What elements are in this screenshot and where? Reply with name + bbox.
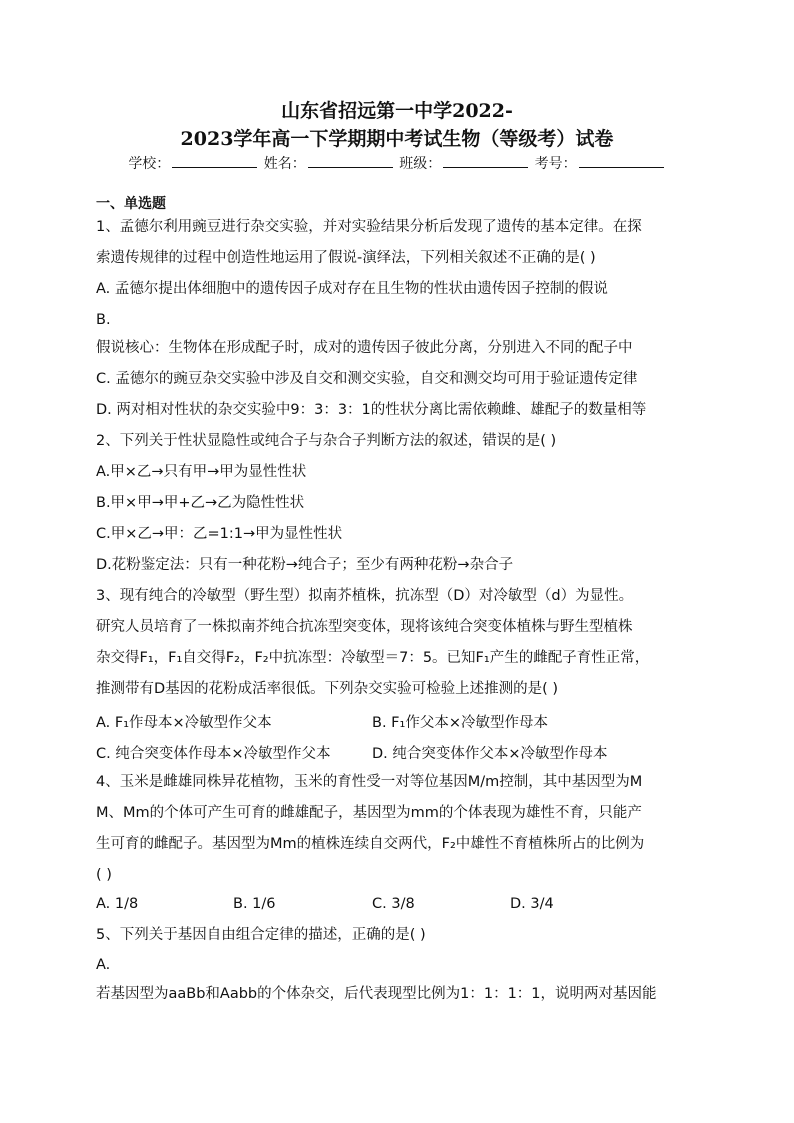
q3-option-b: B. F₁作父本×冷敏型作母本 (372, 715, 548, 731)
student-info-row (0, 153, 794, 173)
q3-stem-line4: 推测带有D基因的花粉成活率很低。下列杂交实验可检验上述推测的是( ) (96, 681, 559, 697)
q5-option-a: 若基因型为aaBb和Aabb的个体杂交，后代表现型比例为1：1：1：1，说明两对基因能 (96, 986, 657, 1002)
q4-option-b: B. 1/6 (233, 896, 276, 912)
class-field[interactable] (443, 155, 528, 168)
q3-option-d: D. 纯合突变体作父本×冷敏型作母本 (372, 746, 608, 762)
q1-option-a: A. 孟德尔提出体细胞中的遗传因子成对存在且生物的性状由遗传因子控制的假说 (96, 281, 608, 297)
name-label: 姓名： (263, 156, 306, 172)
q3-option-a: A. F₁作母本×冷敏型作父本 (96, 715, 272, 731)
school-field[interactable] (172, 155, 257, 168)
school-label: 学校： (128, 156, 171, 172)
exam-title-line2: 2023学年高一下学期期中考试生物（等级考）试卷 (180, 128, 614, 150)
q1-option-d: D. 两对相对性状的杂交实验中9：3：3：1的性状分离比需依赖雌、雄配子的数量相等 (96, 402, 647, 418)
q4-option-c: C. 3/8 (372, 896, 415, 912)
q1-option-b-letter: B. (96, 312, 111, 328)
section-title: 一、单选题 (96, 196, 166, 212)
q4-option-a: A. 1/8 (96, 896, 139, 912)
exam-title-line1: 山东省招远第一中学2022- (281, 100, 513, 122)
q3-stem-line1: 3、现有纯合的冷敏型（野生型）拟南芥植株，抗冻型（D）对冷敏型（d）为显性。 (96, 588, 634, 604)
q2-stem: 2、下列关于性状显隐性或纯合子与杂合子判断方法的叙述，错误的是( ) (96, 433, 557, 449)
q3-stem-line3: 杂交得F₁，F₁自交得F₂，F₂中抗冻型：冷敏型＝7：5。已知F₁产生的雌配子育性正常， (96, 650, 650, 666)
q5-option-a-letter: A. (96, 957, 111, 973)
q2-option-d: D.花粉鉴定法：只有一种花粉→纯合子；至少有两种花粉→杂合子 (96, 557, 514, 573)
number-label: 考号： (534, 156, 577, 172)
number-field[interactable] (579, 155, 664, 168)
q4-option-d: D. 3/4 (510, 896, 554, 912)
name-field[interactable] (308, 155, 393, 168)
q5-stem: 5、下列关于基因自由组合定律的描述，正确的是( ) (96, 927, 426, 943)
q1-stem-line1: 1、孟德尔利用豌豆进行杂交实验，并对实验结果分析后发现了遗传的基本定律。在探 (96, 219, 642, 235)
q4-stem-line2: M、Mm的个体可产生可育的雌雄配子，基因型为mm的个体表现为雄性不育，只能产 (96, 805, 642, 821)
q4-stem-line4: ( ) (96, 867, 112, 883)
q1-option-b: 假说核心：生物体在形成配子时，成对的遗传因子彼此分离，分别进入不同的配子中 (96, 340, 633, 356)
q4-stem-line3: 生可育的雌配子。基因型为Mm的植株连续自交两代，F₂中雄性不育植株所占的比例为 (96, 836, 645, 852)
q2-option-a: A.甲×乙→只有甲→甲为显性性状 (96, 464, 307, 480)
q1-stem-line2: 索遗传规律的过程中创造性地运用了假说-演绎法，下列相关叙述不正确的是( ) (96, 250, 596, 266)
q1-option-c: C. 孟德尔的豌豆杂交实验中涉及自交和测交实验，自交和测交均可用于验证遗传定律 (96, 371, 638, 387)
q3-stem-line2: 研究人员培育了一株拟南芥纯合抗冻型突变体，现将该纯合突变体植株与野生型植株 (96, 619, 633, 635)
class-label: 班级： (399, 156, 442, 172)
q3-option-c: C. 纯合突变体作母本×冷敏型作父本 (96, 746, 331, 762)
q2-option-b: B.甲×甲→甲+乙→乙为隐性性状 (96, 495, 305, 511)
q2-option-c: C.甲×乙→甲：乙=1:1→甲为显性性状 (96, 526, 343, 542)
q4-stem-line1: 4、玉米是雌雄同株异花植物，玉米的育性受一对等位基因M/m控制，其中基因型为M (96, 774, 643, 790)
